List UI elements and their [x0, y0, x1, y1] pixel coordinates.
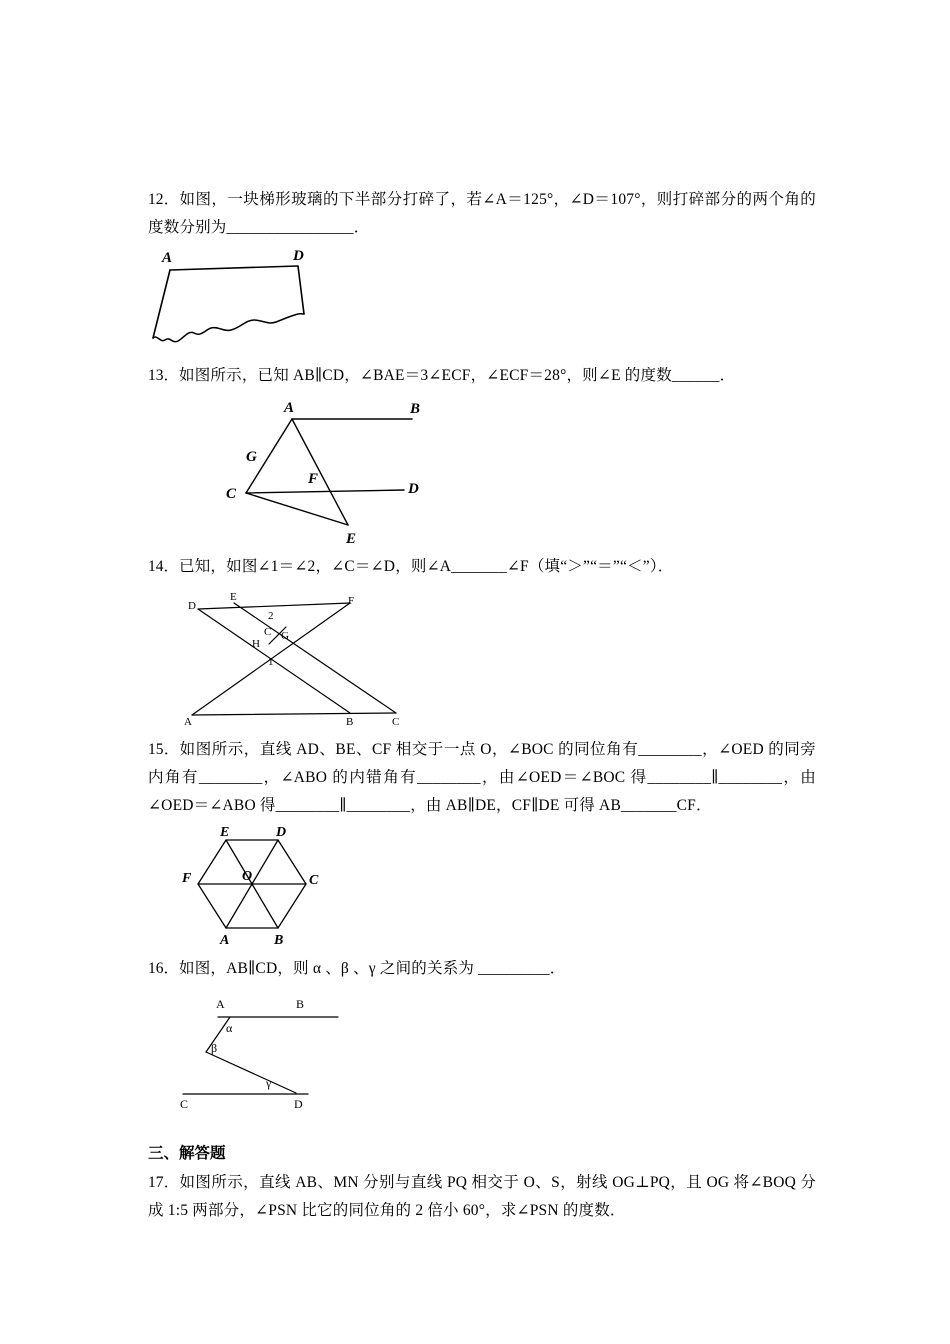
figure15-label-D: D	[276, 826, 287, 841]
section-heading: 三、解答题	[148, 1144, 226, 1162]
figure14-label-C2: C	[392, 715, 400, 728]
question-15-text-number: 15．	[148, 740, 180, 758]
question-12-text: 12．如图，一块梯形玻璃的下半部分打碎了，若∠A＝125°，∠D＝107°，则打碎部分的两个角的度数分别为________________．	[148, 191, 816, 237]
question-15-text: 15．如图所示，直线 AD、BE、CF 相交于一点 O，∠BOC 的同位角有________，∠OED 的同旁内角有________，∠ABO 的内错角有________，由∠OED＝∠BOC 得________∥________，由∠OED＝∠ABO 得________∥________，由 AB∥DE，CF∥DE 可得 AB_______CF．	[148, 740, 816, 815]
figure12-label-D: D	[293, 248, 304, 265]
figure13-label-A: A	[284, 399, 295, 416]
figure14-label-E: E	[230, 590, 237, 603]
figure15-label-O: O	[242, 869, 253, 885]
figure14-label-2: 2	[268, 609, 274, 622]
figure13-label-D: D	[408, 480, 419, 497]
figure14-label-H: H	[252, 637, 260, 650]
figure16-label-B: B	[296, 996, 305, 1011]
figure15-label-E: E	[220, 826, 230, 841]
question-17-text: 17．如图所示，直线 AB、MN 分别与直线 PQ 相交于 O、S，射线 OG⊥PQ，且 OG 将∠BOQ 分成 1:5 两部分，∠PSN 比它的同位角的 2 倍小 60°，求∠PSN 的度数．	[148, 1173, 816, 1219]
figure16-label-beta: β	[211, 1040, 218, 1055]
figure14-label-C: C	[264, 625, 272, 638]
figure16-label-C: C	[180, 1096, 189, 1111]
question-17-text-number: 17．	[148, 1173, 180, 1191]
figure-hexagon-center-lines	[178, 826, 816, 951]
figure15-label-C: C	[309, 873, 319, 889]
figure-crossing-lines-angles	[168, 587, 816, 732]
figure13-label-E: E	[346, 530, 357, 547]
question-13-text-number: 13．	[148, 367, 180, 385]
figure15-label-A: A	[220, 933, 230, 949]
figure16-label-alpha: α	[226, 1020, 233, 1035]
figure14-label-1: 1	[268, 655, 274, 668]
question-12-text-number: 12．	[148, 191, 180, 208]
figure13-label-C: C	[226, 485, 237, 502]
figure-trapezoid-broken-glass	[148, 248, 816, 358]
question-13	[148, 362, 816, 546]
question-16-text-number: 16．	[148, 960, 180, 978]
figure14-label-A: A	[184, 715, 192, 728]
question-16-text: 16．如图，AB∥CD，则 α 、β 、γ 之间的关系为 _________．	[148, 960, 566, 978]
figure15-label-F: F	[182, 871, 192, 887]
figure14-label-B: B	[346, 715, 354, 728]
question-15	[148, 736, 816, 952]
figure-parallel-lines-triangle	[196, 397, 816, 547]
figure12-label-A: A	[162, 250, 173, 267]
figure13-label-B: B	[410, 400, 421, 417]
question-13-text: 13．如图所示，已知 AB∥CD，∠BAE＝3∠ECF，∠ECF＝28°，则∠E 的度数______．	[148, 367, 736, 385]
question-17	[148, 1169, 816, 1225]
question-16	[148, 955, 816, 1114]
figure16-label-D: D	[294, 1096, 303, 1111]
question-14-text-number: 14．	[148, 557, 180, 575]
document-content	[148, 186, 816, 1225]
figure13-label-F: F	[308, 470, 319, 487]
figure14-label-F: F	[348, 594, 355, 607]
figure14-label-G: G	[281, 629, 289, 642]
figure13-label-G: G	[246, 448, 257, 465]
question-14	[148, 553, 816, 732]
figure15-label-B: B	[274, 933, 284, 949]
question-12	[148, 186, 816, 358]
figure14-label-D: D	[188, 599, 196, 612]
figure16-label-gamma: γ	[266, 1075, 272, 1090]
figure-zigzag-parallel-lines	[168, 990, 816, 1115]
question-14-text: 14．已知，如图∠1＝∠2，∠C＝∠D，则∠A_______∠F（填“＞”“＝”“＜”）．	[148, 557, 674, 575]
figure16-label-A: A	[216, 996, 225, 1011]
